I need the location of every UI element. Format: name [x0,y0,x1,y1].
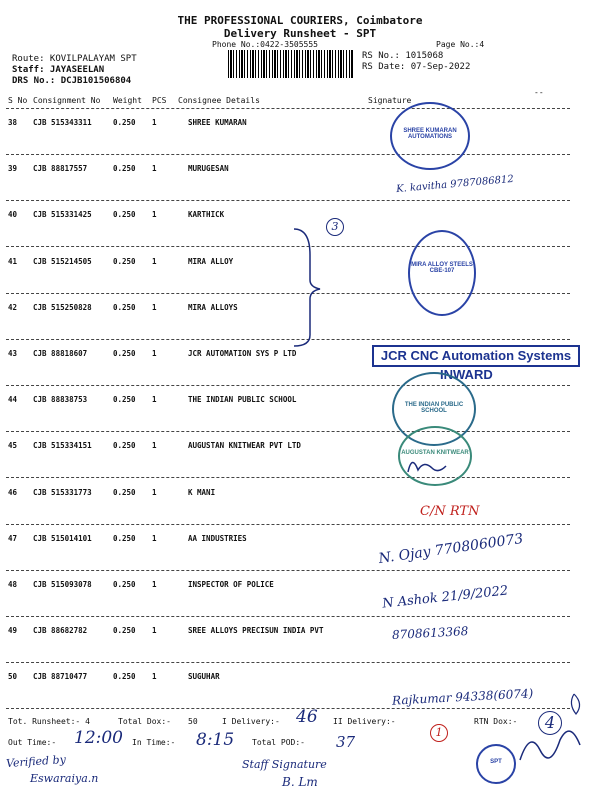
barcode-image [228,50,354,78]
cell-cons: CJB 515334151 [33,441,92,451]
cell-pcs: 1 [152,395,157,405]
handwritten-staff-sig-name: B. Lm [282,775,318,789]
cell-name: AA INDUSTRIES [188,533,247,543]
cell-wt: 0.250 [113,210,136,220]
stamp-shree-kumaran: SHREE KUMARAN AUTOMATIONS [390,102,470,170]
total-dox-label: Total Dox:- [118,717,171,726]
cell-pcs: 1 [152,533,157,543]
cell-pcs: 1 [152,487,157,497]
cell-name: AUGUSTAN KNITWEAR PVT LTD [188,441,301,451]
rs-date: RS Date: 07-Sep-2022 [362,62,471,72]
stamp-indian-public-school: THE INDIAN PUBLIC SCHOOL [392,372,476,446]
cell-name: SUGUHAR [188,672,220,682]
handwritten-rajkumar: Rajkumar 94338(6074) [391,686,534,708]
cell-wt: 0.250 [113,626,136,636]
handwritten-i-delivery: 46 [296,707,318,727]
cell-wt: 0.250 [113,256,136,266]
drs-number: DRS No.: DCJB101506804 [12,76,132,86]
row-divider [6,662,570,663]
cell-name: MIRA ALLOYS [188,302,238,312]
row-divider [6,477,570,478]
stamp-spt: SPT [476,744,516,784]
cell-pcs: 1 [152,672,157,682]
cell-pcs: 1 [152,256,157,266]
phone-number: Phone No.:0422-3505555 [212,40,318,49]
cell-cons: CJB 515093078 [33,580,92,589]
cell-pcs: 1 [152,441,157,451]
stamp-inward: INWARD [440,367,493,382]
rtn-dox-label: RTN Dox:- [474,717,518,726]
cell-wt: 0.250 [113,118,136,127]
row-divider [6,708,570,709]
col-sno: S No [8,96,28,105]
row-divider [6,293,570,294]
cell-name: SREE ALLOYS PRECISUN INDIA PVT [188,626,324,636]
handwritten-bracket-note: 3 [326,218,344,236]
document-title: THE PROFESSIONAL COURIERS, Coimbatore [177,14,423,27]
signature-corner [500,690,590,790]
row-divider [6,616,570,617]
cell-name: MURUGESAN [188,164,229,174]
cell-cons: CJB 515014101 [33,533,92,543]
cell-sno: 49 [8,626,18,636]
cell-wt: 0.250 [113,580,136,589]
cell-sno: 43 [8,349,18,358]
cell-sno: 39 [8,164,18,174]
cell-name: K MANI [188,487,216,497]
total-dox-value: 50 [188,717,198,726]
cell-sno: 48 [8,580,18,589]
cell-wt: 0.250 [113,395,136,405]
row-divider [6,200,570,201]
cell-name: KARTHICK [188,210,225,220]
cell-cons: CJB 515331773 [33,487,92,497]
tot-runsheet: Tot. Runsheet:- 4 [8,717,90,726]
cell-cons: CJB 88818607 [33,349,88,358]
col-signature: Signature [368,96,412,105]
cell-cons: CJB 88682782 [33,626,88,636]
cell-name: JCR AUTOMATION SYS P LTD [188,349,297,358]
cell-cons: CJB 515343311 [33,118,92,127]
cell-wt: 0.250 [113,441,136,451]
cell-name: THE INDIAN PUBLIC SCHOOL [188,395,297,405]
cell-sno: 38 [8,118,18,127]
stamp-mira-alloy: MIRA ALLOY STEELS CBE-107 [408,230,476,316]
col-weight: Weight [113,96,142,105]
cell-pcs: 1 [152,349,157,358]
row-divider [6,339,570,340]
cell-pcs: 1 [152,580,157,589]
out-time-label: Out Time:- [8,738,57,747]
cell-name: INSPECTOR OF POLICE [188,580,274,589]
handwritten-note-row48: N Ashok 21/9/2022 [381,583,509,612]
handwritten-note-row49: 8708613368 [391,624,469,642]
row-divider [6,431,570,432]
cell-sno: 40 [8,210,18,220]
cell-sno: 47 [8,533,18,543]
cell-sno: 46 [8,487,18,497]
row-divider [6,385,570,386]
stamp-jcr: JCR CNC Automation Systems [372,345,580,367]
col-consignee: Consignee Details [178,96,260,105]
cell-sno: 50 [8,672,18,682]
handwritten-pod: 37 [336,733,356,751]
stamp-augustan: AUGUSTAN KNITWEAR [398,426,472,486]
handwritten-verified-name: Eswaraiya.n [30,772,99,785]
cell-sno: 41 [8,256,18,266]
handwritten-out-time: 12:00 [74,728,123,748]
header-mark: -- [534,88,544,97]
cell-pcs: 1 [152,626,157,636]
cell-wt: 0.250 [113,672,136,682]
cell-pcs: 1 [152,164,157,174]
col-consignment: Consignment No [33,96,101,105]
handwritten-rtn: 4 [538,711,562,735]
cell-name: SHREE KUMARAN [188,118,247,127]
cell-wt: 0.250 [113,164,136,174]
cell-sno: 45 [8,441,18,451]
handwritten-cn-rtn: C/N RTN [420,504,480,519]
cell-cons: CJB 515331425 [33,210,92,220]
row-divider [6,524,570,525]
row-divider [6,570,570,571]
ii-delivery-label: II Delivery:- [333,717,396,726]
cell-pcs: 1 [152,210,157,220]
cell-wt: 0.250 [113,349,136,358]
rs-number: RS No.: 1015068 [362,51,444,61]
handwritten-note-row47: N. Ojay 7708060073 [377,530,525,568]
cell-wt: 0.250 [113,487,136,497]
handwritten-staff-signature: Staff Signature [242,758,327,771]
col-pcs: PCS [152,96,167,105]
cell-cons: CJB 88817557 [33,164,88,174]
total-pod-label: Total POD:- [252,738,305,747]
page-number: Page No.:4 [436,40,485,49]
handwritten-note-row39: K. kavitha 9787086812 [395,173,515,196]
cell-cons: CJB 88838753 [33,395,88,405]
in-time-label: In Time:- [132,738,176,747]
cell-cons: CJB 88710477 [33,672,88,682]
document-subtitle: Delivery Runsheet - SPT [223,27,377,40]
cell-cons: CJB 515214505 [33,256,92,266]
handwritten-circle-one: 1 [430,724,448,742]
cell-pcs: 1 [152,118,157,127]
row-divider [6,246,570,247]
row-divider [6,108,570,109]
handwritten-in-time: 8:15 [196,730,235,750]
handwritten-verified: Verified by [5,752,67,771]
cell-wt: 0.250 [113,302,136,312]
cell-cons: CJB 515250828 [33,302,92,312]
route: Route: KOVILPALAYAM SPT [12,54,137,64]
cell-sno: 42 [8,302,18,312]
cell-sno: 44 [8,395,18,405]
bracket-mark [290,225,330,350]
cell-wt: 0.250 [113,533,136,543]
row-divider [6,154,570,155]
i-delivery-label: I Delivery:- [222,717,280,726]
cell-pcs: 1 [152,302,157,312]
staff: Staff: JAYASEELAN [12,65,105,75]
cell-name: MIRA ALLOY [188,256,234,266]
